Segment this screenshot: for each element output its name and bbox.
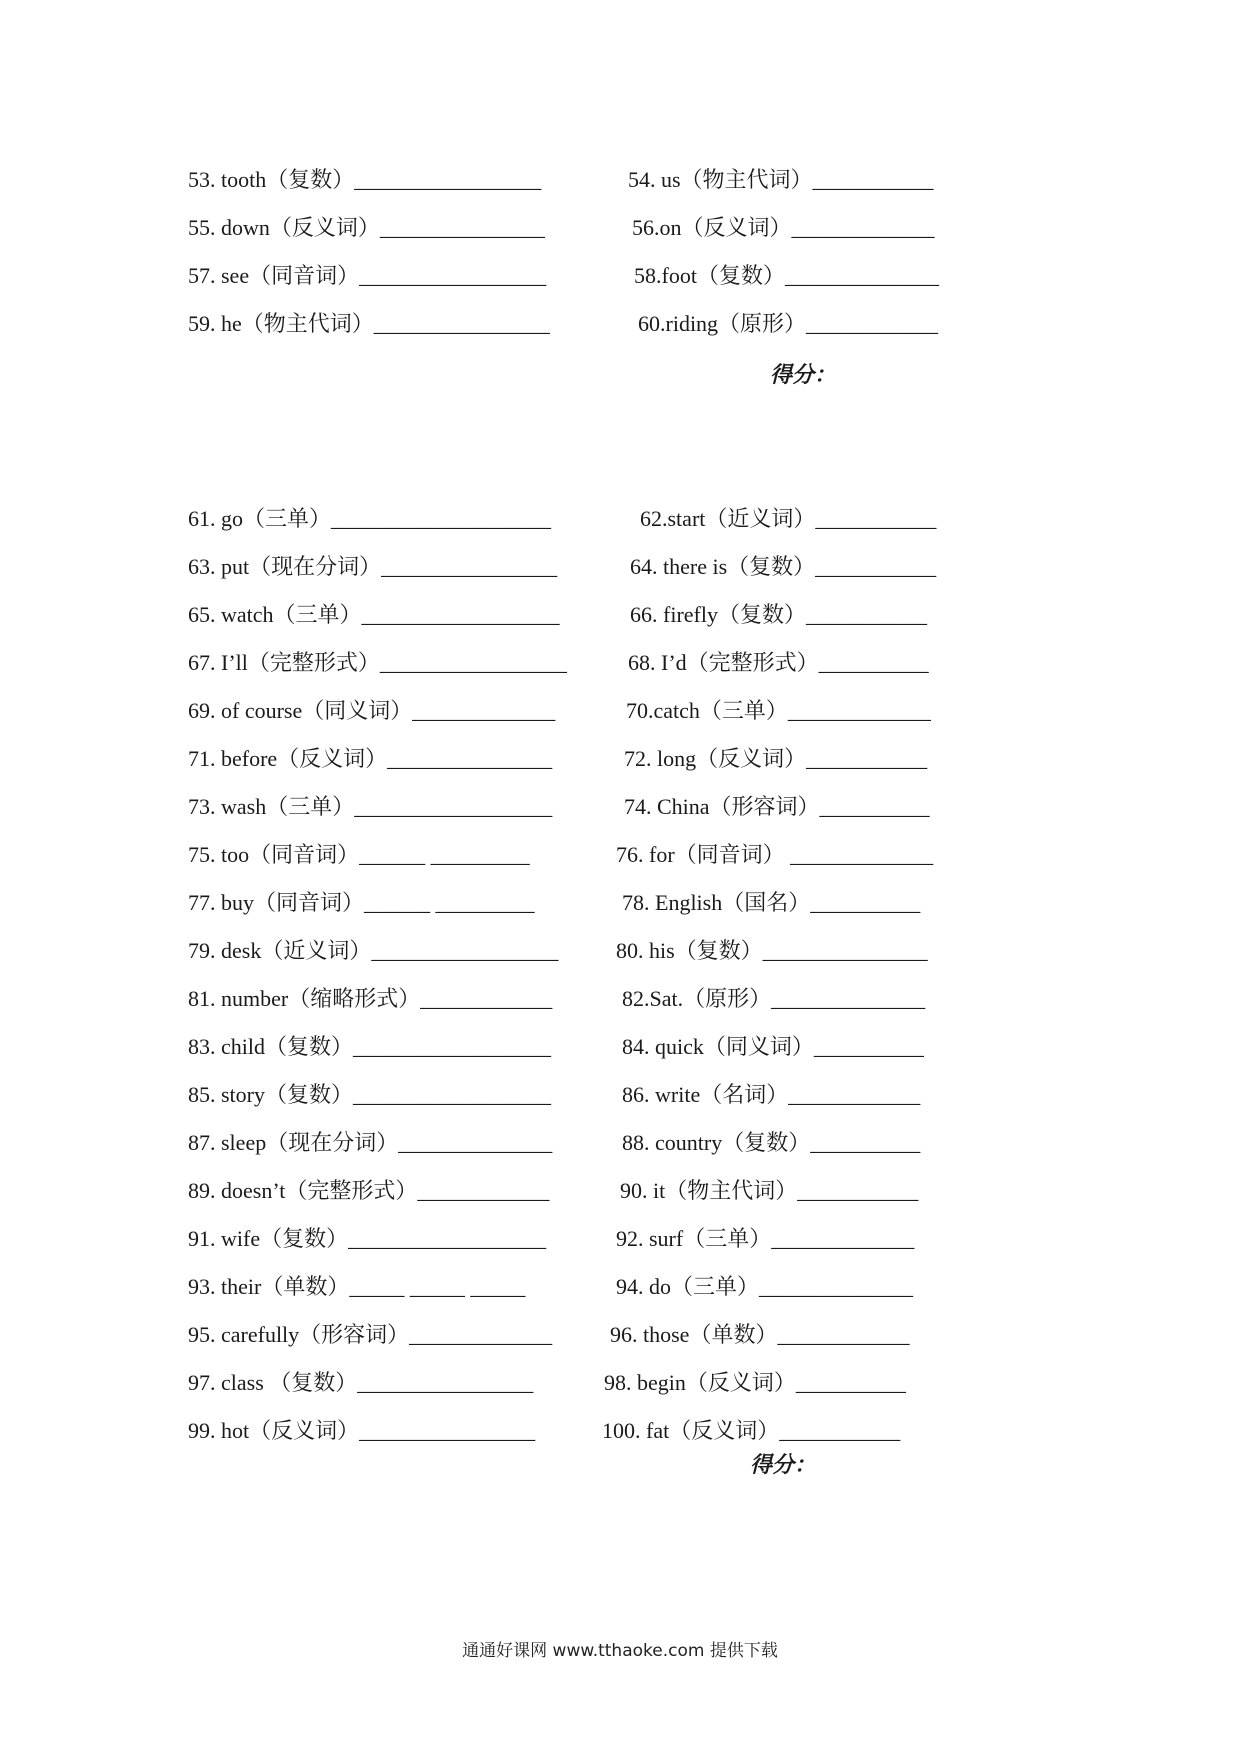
exercise-row — [188, 739, 1008, 779]
exercise-item: 85. story（复数）__________________ — [188, 1082, 552, 1107]
exercise-item: 87. sleep（现在分词）______________ — [188, 1130, 553, 1155]
exercise-row — [188, 883, 1008, 923]
exercise-item: 74. China（形容词）__________ — [624, 794, 930, 819]
exercise-item: 68. I’d（完整形式）__________ — [628, 650, 929, 675]
exercise-item: 63. put（现在分词）________________ — [188, 554, 558, 579]
exercise-row — [188, 787, 1008, 827]
exercise-item: 84. quick（同义词）__________ — [622, 1034, 924, 1059]
exercise-item: 89. doesn’t（完整形式）____________ — [188, 1178, 550, 1203]
exercise-item: 81. number（缩略形式）____________ — [188, 986, 553, 1011]
exercise-row — [188, 499, 1008, 539]
exercise-row — [188, 1075, 1008, 1115]
exercise-row — [188, 1219, 1008, 1259]
exercise-item: 55. down（反义词）_______________ — [188, 215, 545, 240]
exercise-row — [188, 1123, 1008, 1163]
exercise-item: 57. see（同音词）_________________ — [188, 263, 547, 288]
score-label: 得分： — [750, 1453, 817, 1478]
exercise-item: 94. do（三单）______________ — [616, 1274, 914, 1299]
footer-text: 通通好课网 www.tthaoke.com 提供下载 — [462, 1641, 778, 1661]
exercise-item: 54. us（物主代词）___________ — [628, 167, 934, 192]
exercise-item: 73. wash（三单）__________________ — [188, 794, 553, 819]
exercise-item: 79. desk（近义词）_________________ — [188, 938, 559, 963]
exercise-row — [188, 256, 1008, 296]
exercise-item: 91. wife（复数）__________________ — [188, 1226, 547, 1251]
exercise-row — [188, 1171, 1008, 1211]
exercise-item: 56.on（反义词）_____________ — [632, 215, 935, 240]
exercise-item: 100. fat（反义词）___________ — [602, 1418, 901, 1443]
exercise-item: 99. hot（反义词）________________ — [188, 1418, 536, 1443]
exercise-row — [188, 1027, 1008, 1067]
exercise-row — [188, 208, 1008, 248]
exercise-row — [188, 643, 1008, 683]
exercise-item: 90. it（物主代词）___________ — [620, 1178, 919, 1203]
exercise-row — [188, 1315, 1008, 1355]
exercise-item: 67. I’ll（完整形式）_________________ — [188, 650, 567, 675]
exercise-item: 98. begin（反义词）__________ — [604, 1370, 906, 1395]
exercise-item: 64. there is（复数）___________ — [630, 554, 937, 579]
exercise-row — [188, 835, 1008, 875]
exercise-item: 62.start（近义词）___________ — [640, 506, 937, 531]
exercise-item: 60.riding（原形）____________ — [638, 311, 939, 336]
exercise-item: 65. watch（三单）__________________ — [188, 602, 560, 627]
exercise-item: 53. tooth（复数）_________________ — [188, 167, 542, 192]
exercise-item: 92. surf（三单）_____________ — [616, 1226, 915, 1251]
exercise-item: 66. firefly（复数）___________ — [630, 602, 927, 627]
exercise-item: 83. child（复数）__________________ — [188, 1034, 551, 1059]
exercise-row — [188, 1363, 1008, 1403]
exercise-item: 61. go（三单）____________________ — [188, 506, 552, 531]
exercise-item: 70.catch（三单）_____________ — [626, 698, 931, 723]
exercise-item: 76. for（同音词） _____________ — [616, 842, 934, 867]
exercise-row — [188, 931, 1008, 971]
exercise-row — [188, 979, 1008, 1019]
exercise-item: 82.Sat.（原形）______________ — [622, 986, 926, 1011]
exercise-row — [188, 691, 1008, 731]
exercise-item: 88. country（复数）__________ — [622, 1130, 921, 1155]
exercise-item: 97. class （复数）________________ — [188, 1370, 534, 1395]
exercise-item: 93. their（单数）_____ _____ _____ — [188, 1274, 526, 1299]
exercise-item: 96. those（单数）____________ — [610, 1322, 910, 1347]
exercise-row — [188, 547, 1008, 587]
exercise-item: 72. long（反义词）___________ — [624, 746, 928, 771]
exercise-row — [188, 1267, 1008, 1307]
exercise-row — [188, 1411, 1008, 1451]
exercise-item: 75. too（同音词）______ _________ — [188, 842, 530, 867]
exercise-item: 58.foot（复数）______________ — [634, 263, 939, 288]
exercise-item: 80. his（复数）_______________ — [616, 938, 928, 963]
exercise-item: 78. English（国名）__________ — [622, 890, 921, 915]
exercise-item: 59. he（物主代词）________________ — [188, 311, 550, 336]
exercise-item: 69. of course（同义词）_____________ — [188, 698, 556, 723]
exercise-item: 77. buy（同音词）______ _________ — [188, 890, 535, 915]
exercise-row — [188, 160, 1008, 200]
exercise-row — [188, 595, 1008, 635]
exercise-item: 95. carefully（形容词）_____________ — [188, 1322, 553, 1347]
score-label: 得分： — [770, 363, 837, 388]
exercise-item: 71. before（反义词）_______________ — [188, 746, 553, 771]
exercise-item: 86. write（名词）____________ — [622, 1082, 921, 1107]
exercise-row — [188, 304, 1008, 344]
